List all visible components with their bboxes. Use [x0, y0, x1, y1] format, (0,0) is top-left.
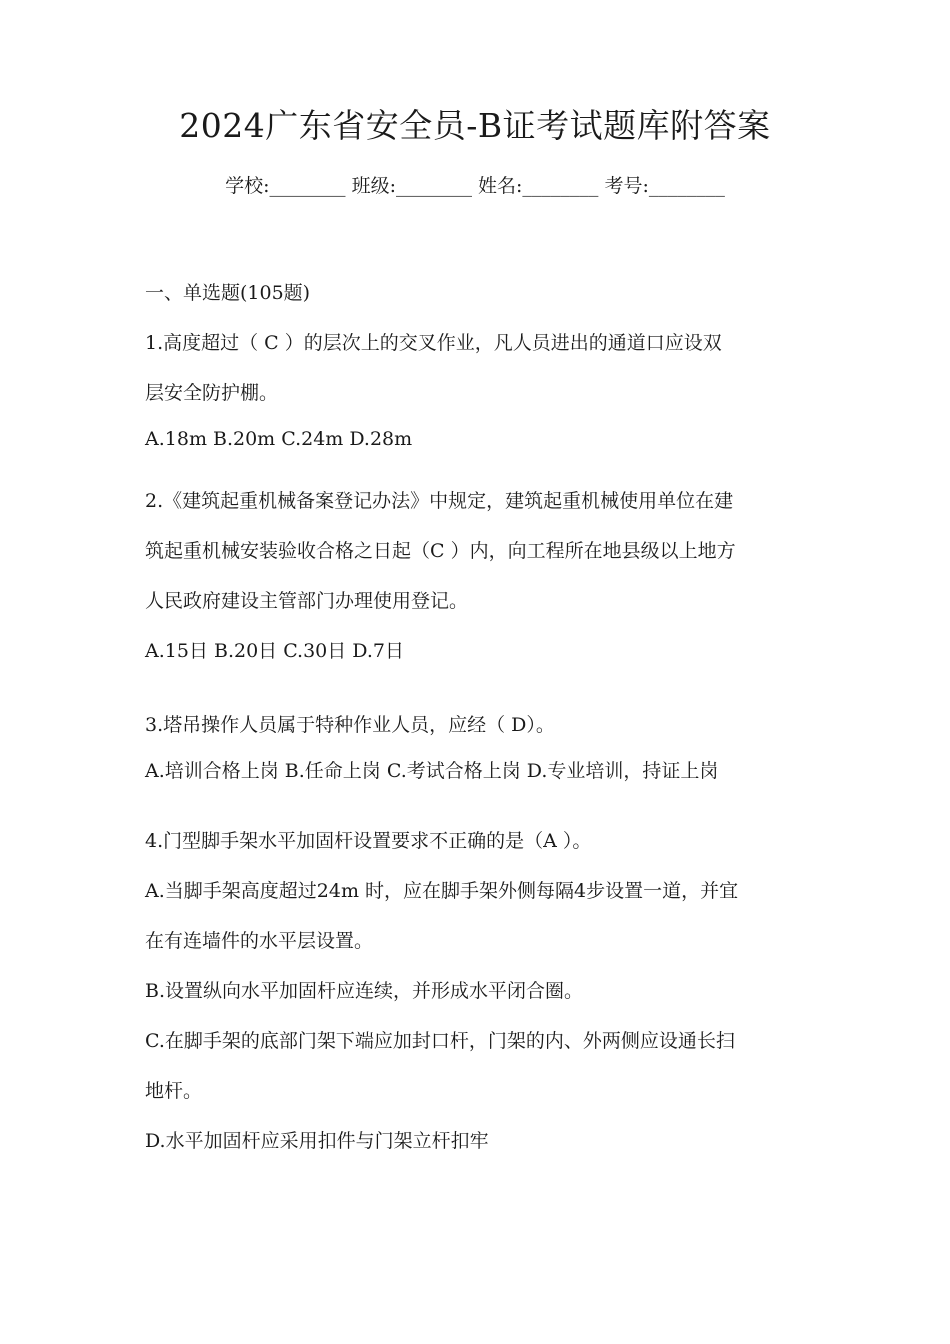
school-blank: ________	[269, 175, 346, 197]
name-blank: ________	[522, 175, 599, 197]
class-label: 班级:	[351, 175, 396, 197]
question-option-line: B.设置纵向水平加固杆应连续，并形成水平闭合圈。	[145, 980, 584, 1002]
question-4	[145, 816, 815, 1166]
document-title: 2024广东省安全员-B证考试题库附答案	[179, 106, 771, 145]
name-label: 姓名:	[478, 175, 523, 197]
question-text-line: 4.门型脚手架水平加固杆设置要求不正确的是（A ）。	[145, 830, 592, 852]
question-1	[145, 318, 815, 460]
question-3	[145, 700, 815, 792]
exam-header-fields	[0, 170, 950, 202]
question-2	[145, 476, 815, 676]
section-heading: 一、单选题(105题)	[145, 282, 311, 304]
question-option-line: A.当脚手架高度超过24m 时，应在脚手架外侧每隔4步设置一道，并宜	[145, 880, 739, 902]
school-label: 学校:	[225, 175, 270, 197]
question-option-line: D.水平加固杆应采用扣件与门架立杆扣牢	[145, 1130, 489, 1152]
class-blank: ________	[395, 175, 472, 197]
question-content	[145, 268, 815, 1166]
exam-number-blank: ________	[648, 175, 725, 197]
question-option-line: 地杆。	[145, 1080, 203, 1102]
exam-number-label: 考号:	[604, 175, 649, 197]
question-options: A.18m B.20m C.24m D.28m	[145, 428, 413, 450]
question-text-line: 层安全防护棚。	[145, 382, 279, 404]
question-text-line: 3.塔吊操作人员属于特种作业人员，应经（ D）。	[145, 714, 555, 736]
question-text-line: 1.高度超过（ C ）的层次上的交叉作业，凡人员进出的通道口应设双	[145, 332, 722, 354]
question-text-line: 筑起重机械安装验收合格之日起（C ）内，向工程所在地县级以上地方	[145, 540, 736, 562]
question-text-line: 2.《建筑起重机械备案登记办法》中规定，建筑起重机械使用单位在建	[145, 490, 734, 512]
question-option-line: 在有连墙件的水平层设置。	[145, 930, 374, 952]
question-option-line: C.在脚手架的底部门架下端应加封口杆，门架的内、外两侧应设通长扫	[145, 1030, 735, 1052]
question-options: A.培训合格上岗 B.任命上岗 C.考试合格上岗 D.专业培训，持证上岗	[145, 760, 719, 782]
question-options: A.15日 B.20日 C.30日 D.7日	[145, 640, 404, 662]
question-text-line: 人民政府建设主管部门办理使用登记。	[145, 590, 469, 612]
